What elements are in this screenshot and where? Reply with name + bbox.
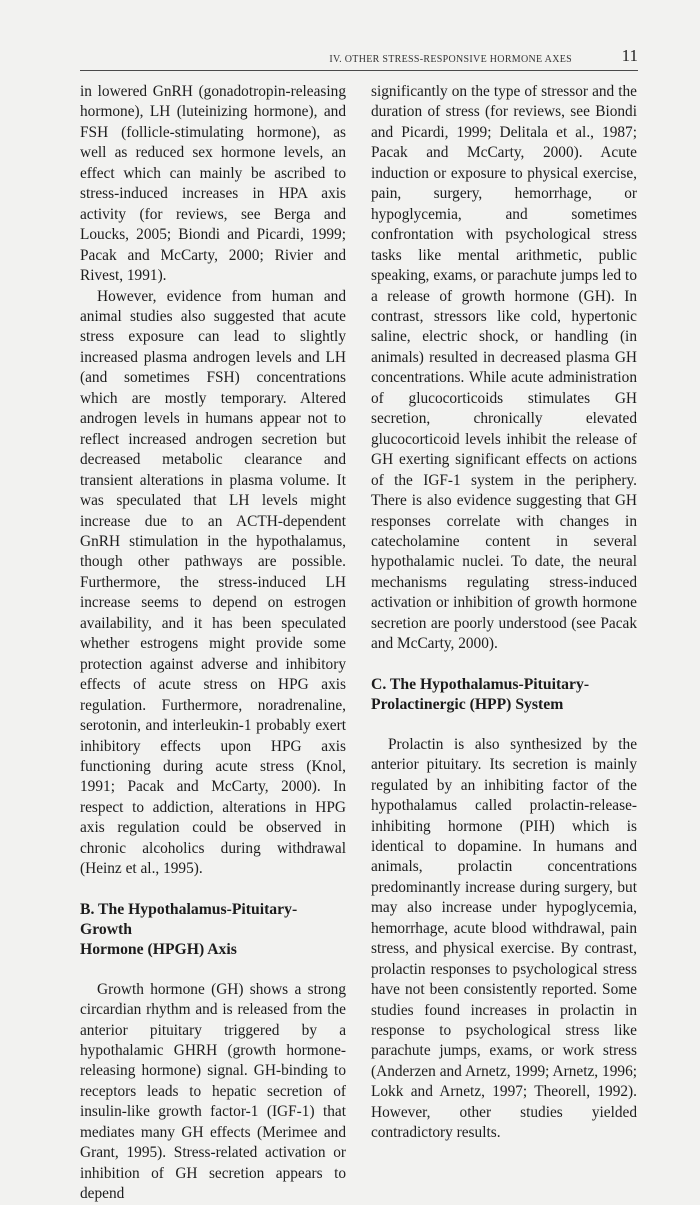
page-header — [80, 48, 638, 71]
left-column — [80, 82, 346, 1205]
section-heading-hpp — [371, 675, 637, 715]
section-heading-hpp-line2: Prolactinergic (HPP) System — [371, 695, 564, 713]
paragraph-prolactin: Prolactin is also synthesized by the anterior pituitary. Its secretion is mainly regulated by an inhibiting factor of the hypothalamus called prolactin-release-inhibiting hormone (PIH) which is identical to dopamine. In humans and animals, prolactin concentrations predominantly increase during surgery, but may also increase under hypoglycemia, hemorrhage, acute blood withdrawal, pain stress, and physical exercise. By contrast, prolactin responses to psychological stress have not been consistently reported. Some studies found increases in prolactin in response to psychological stress like parachute jumps, exams, or work stress (Anderzen and Arnetz, 1999; Arnetz, 1996; Lokk and Arnetz, 1997; Theorell, 1992). However, other studies yielded contradictory results. — [371, 735, 637, 1142]
paragraph-growth-hormone: Growth hormone (GH) shows a strong circardian rhythm and is released from the anterior pituitary triggered by a hypothalamic GHRH (growth hormone-releasing hormone) signal. GH-binding to receptors leads to hepatic secretion of insulin-like growth factor-1 (IGF-1) that mediates many GH effects (Merimee and Grant, 1995). Stress-related activation or inhibition of GH secretion appears to depend — [80, 980, 346, 1203]
running-head: IV. OTHER STRESS-RESPONSIVE HORMONE AXES — [329, 54, 572, 65]
paragraph-gh-stressors: significantly on the type of stressor and the duration of stress (for reviews, see Biondi and Picardi, 1999; Delitala et al., 1987; Pacak and McCarty, 2000). Acute induction or exposure to physical exercise, pain, surgery, hemorrhage, or hypoglycemia, and sometimes confrontation with psychological stress tasks like mental arithmetic, public speaking, exams, or parachute jumps led to a release of growth hormone (GH). In contrast, stressors like cold, hypertonic saline, electric shock, or handling (in animals) resulted in decreased plasma GH concentrations. While acute administration of glucocorticoids stimulates GH secretion, chronically elevated glucocorticoid levels inhibit the release of GH exerting significant effects on actions of the IGF-1 system in the periphery. There is also evidence suggesting that GH responses correlate with changes in catecholamine content in several hypothalamic nuclei. To date, the neural mechanisms regulating stress-induced activation or inhibition of growth hormone secretion are poorly understood (see Pacak and McCarty, 2000). — [371, 83, 637, 653]
paragraph-hpg-continued: in lowered GnRH (gonadotropin-releasing hormone), LH (luteinizing hormone), and FSH (follicle-stimulating hormone), as well as reduced sex hormone levels, an effect which can mainly be ascribed to stress-induced increases in HPA axis activity (for reviews, see Berga and Loucks, 2005; Biondi and Picardi, 1999; Pacak and McCarty, 2000; Rivier and Rivest, 1991). — [80, 83, 346, 285]
section-heading-hpgh — [80, 900, 346, 960]
section-heading-hpgh-line1: B. The Hypothalamus-Pituitary-Growth — [80, 900, 298, 938]
section-heading-hpgh-line2: Hormone (HPGH) Axis — [80, 940, 237, 958]
section-heading-hpp-line1: C. The Hypothalamus-Pituitary- — [371, 675, 590, 693]
paragraph-hpg-acute-stress: However, evidence from human and animal studies also suggested that acute stress exposure can lead to slightly increased plasma androgen levels and LH (and sometimes FSH) concentrations which are mostly temporary. Altered androgen levels in humans appear not to reflect increased androgen secretion but decreased metabolic clearance and transient alterations in plasma volume. It was speculated that LH levels might increase due to an ACTH-dependent GnRH stimulation in the hypothalamus, though other pathways are possible. Furthermore, the stress-induced LH increase seems to depend on estrogen availability, and it has been speculated whether estrogens might provide some protection against adverse and inhibitory effects of acute stress on HPG axis regulation. Furthermore, noradrenaline, serotonin, and interleukin-1 probably exert inhibitory effects upon HPG axis functioning during acute stress (Knol, 1991; Pacak and McCarty, 2000). In respect to addiction, alterations in HPG axis regulation could be observed in chronic alcoholics during withdrawal (Heinz et al., 1995). — [80, 287, 346, 878]
right-column — [371, 82, 637, 1144]
page-number: 11 — [621, 46, 638, 65]
